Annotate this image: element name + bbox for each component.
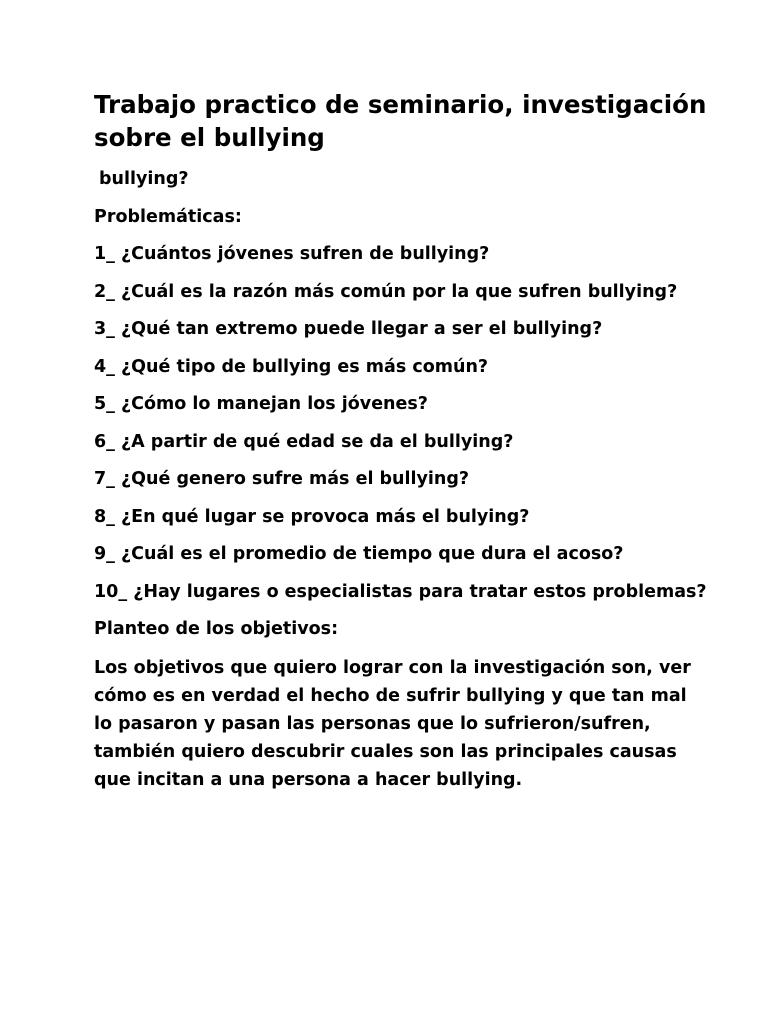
question-item: 4_ ¿Qué tipo de bullying es más común? [94, 356, 489, 377]
document-title: Trabajo practico de seminario, investigación sobre el bullying [94, 90, 707, 152]
question-item: 6_ ¿A partir de qué edad se da el bullying? [94, 431, 514, 452]
question-item: 1_ ¿Cuántos jóvenes sufren de bullying? [94, 244, 490, 264]
question-item: 2_ ¿Cuál es la razón más común por la que sufren bullying? [94, 281, 678, 302]
problems-heading: Problemáticas: [94, 206, 242, 227]
subtitle-line: bullying? [99, 169, 189, 189]
objectives-heading: Planteo de los objetivos: [94, 619, 339, 639]
question-item: 7_ ¿Qué genero sufre más el bullying? [94, 469, 470, 489]
question-item: 5_ ¿Cómo lo manejan los jóvenes? [94, 394, 428, 414]
question-item: 10_ ¿Hay lugares o especialistas para tratar estos problemas? [94, 581, 707, 602]
question-item: 8_ ¿En qué lugar se provoca más el bulying? [94, 506, 530, 527]
objectives-paragraph: Los objetivos que quiero lograr con la investigación son, ver cómo es en verdad el hecho de sufrir bullying y que tan mal lo pasaron y pasan las personas que lo sufrieron/sufren, también quiero descubrir cuales son las principales causas que incitan a una persona a hacer bullying. [94, 657, 691, 790]
question-item: 9_ ¿Cuál es el promedio de tiempo que dura el acoso? [94, 544, 624, 564]
question-item: 3_ ¿Qué tan extremo puede llegar a ser el bullying? [94, 319, 603, 339]
